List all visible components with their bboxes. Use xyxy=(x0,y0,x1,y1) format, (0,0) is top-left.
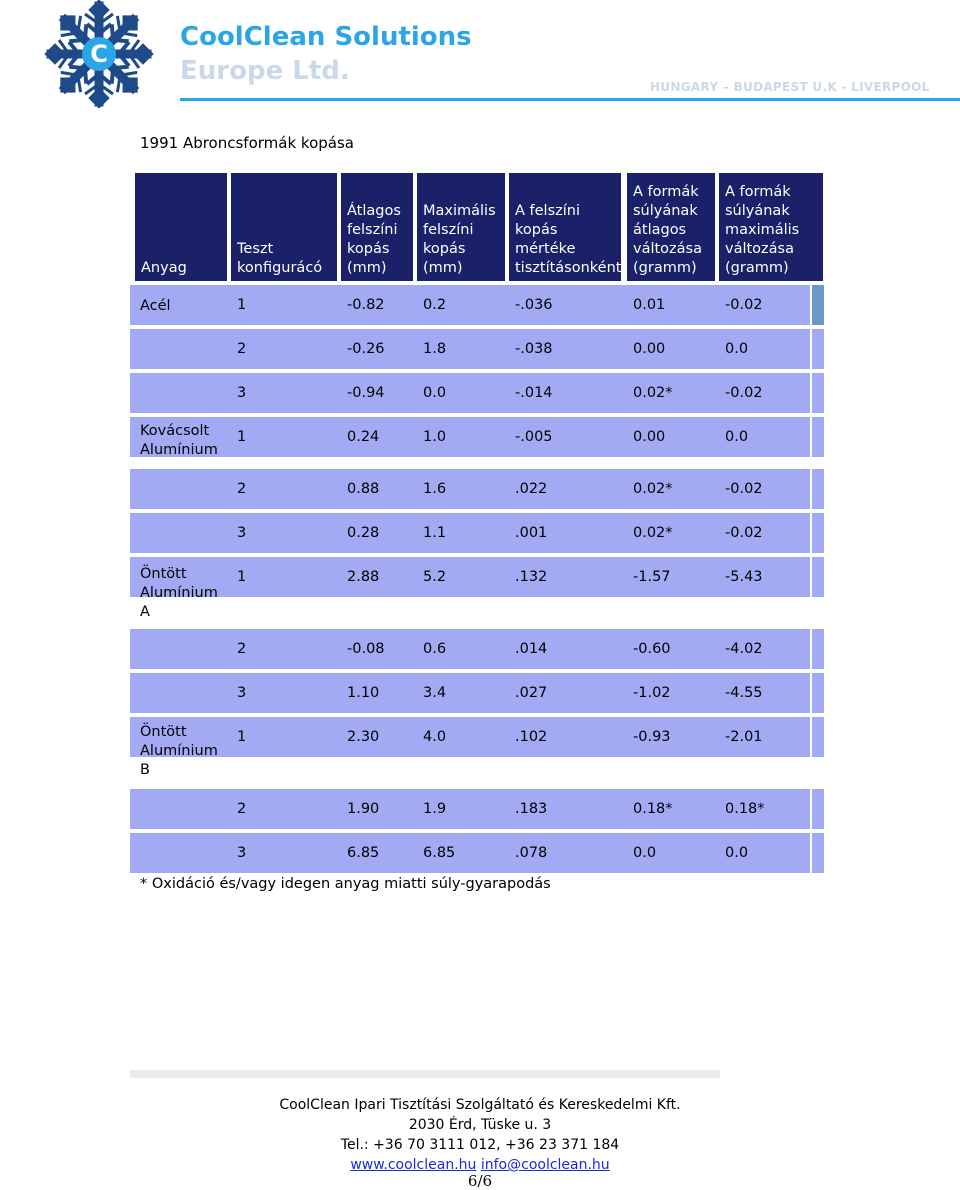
cell-avg-weight-change: 0.00 xyxy=(633,341,666,357)
cell-avg-wear: -0.94 xyxy=(347,385,385,401)
brand-line-1: CoolClean Solutions xyxy=(180,22,472,52)
cell-max-weight-change: 0.0 xyxy=(725,845,749,861)
cell-max-wear: 1.0 xyxy=(423,429,447,445)
page-number: 6/6 xyxy=(467,1172,493,1190)
cell-avg-weight-change: -0.60 xyxy=(633,641,671,657)
row-side-tab xyxy=(812,513,824,553)
cell-avg-wear: 1.90 xyxy=(347,801,380,817)
cell-max-wear: 6.85 xyxy=(423,845,456,861)
table-row xyxy=(130,513,810,553)
footer-phone: Tel.: +36 70 3111 012, +36 23 371 184 xyxy=(340,1137,620,1153)
cell-avg-weight-change: -1.57 xyxy=(633,569,671,585)
cell-wear-rate: .014 xyxy=(515,641,548,657)
cell-max-weight-change: -4.55 xyxy=(725,685,763,701)
cell-max-wear: 0.0 xyxy=(423,385,447,401)
cell-config: 3 xyxy=(237,525,247,541)
email-link[interactable]: info@coolclean.hu xyxy=(480,1157,610,1173)
table-row xyxy=(130,557,810,597)
cell-wear-rate: .183 xyxy=(515,801,548,817)
cell-avg-wear: 0.28 xyxy=(347,525,380,541)
header-atlagos-valtozas: A formák súlyának átlagos változása (gramm) xyxy=(627,173,715,281)
table-row xyxy=(130,673,810,713)
row-side-tab xyxy=(812,673,824,713)
header-maximalis-kopas: Maximális felszíni kopás (mm) xyxy=(417,173,505,281)
cell-avg-wear: 6.85 xyxy=(347,845,380,861)
header-kopas-merteke: A felszíni kopás mértéke tisztításonként xyxy=(509,173,621,281)
cell-max-weight-change: -4.02 xyxy=(725,641,763,657)
cell-avg-weight-change: 0.00 xyxy=(633,429,666,445)
logo-letter: C xyxy=(90,40,108,68)
locations-line: HUNGARY – BUDAPEST U.K - LIVERPOOL xyxy=(650,80,930,94)
row-side-tab xyxy=(812,629,824,669)
row-side-tab xyxy=(812,469,824,509)
cell-config: 3 xyxy=(237,845,247,861)
cell-avg-wear: -0.08 xyxy=(347,641,385,657)
cell-max-weight-change: -5.43 xyxy=(725,569,763,585)
cell-max-wear: 1.6 xyxy=(423,481,447,497)
row-side-tab xyxy=(812,833,824,873)
material-acel: Acél xyxy=(140,298,171,314)
material-kovacsolt-aluminium: Kovácsolt Alumínium xyxy=(140,423,218,458)
cell-config: 2 xyxy=(237,481,247,497)
website-link[interactable]: www.coolclean.hu xyxy=(350,1157,477,1173)
cell-max-wear: 1.8 xyxy=(423,341,447,357)
cell-avg-weight-change: 0.0 xyxy=(633,845,657,861)
cell-avg-weight-change: 0.01 xyxy=(633,297,666,313)
cell-avg-weight-change: 0.18* xyxy=(633,801,673,817)
cell-config: 2 xyxy=(237,641,247,657)
row-side-tab xyxy=(812,417,824,457)
cell-avg-wear: -0.82 xyxy=(347,297,385,313)
document-title: 1991 Abroncsformák kopása xyxy=(140,134,354,152)
cell-wear-rate: -.014 xyxy=(515,385,553,401)
cell-avg-wear: -0.26 xyxy=(347,341,385,357)
table-row xyxy=(130,285,810,325)
cell-max-weight-change: -0.02 xyxy=(725,385,763,401)
material-ontott-aluminium-a: Öntött Alumínium A xyxy=(140,566,218,620)
cell-wear-rate: -.038 xyxy=(515,341,553,357)
cell-config: 2 xyxy=(237,341,247,357)
cell-wear-rate: .027 xyxy=(515,685,548,701)
cell-max-weight-change: -0.02 xyxy=(725,297,763,313)
cell-max-wear: 0.2 xyxy=(423,297,447,313)
cell-avg-weight-change: 0.02* xyxy=(633,481,673,497)
row-side-tab xyxy=(812,373,824,413)
table-row xyxy=(130,833,810,873)
table-row xyxy=(130,373,810,413)
cell-avg-wear: 1.10 xyxy=(347,685,380,701)
row-side-tab xyxy=(812,557,824,597)
cell-avg-wear: 2.88 xyxy=(347,569,380,585)
cell-avg-wear: 0.88 xyxy=(347,481,380,497)
table-row xyxy=(130,469,810,509)
header-anyag: Anyag xyxy=(135,173,227,281)
row-side-tab xyxy=(812,285,824,325)
cell-max-wear: 1.9 xyxy=(423,801,447,817)
snowflake-logo-icon xyxy=(36,0,162,108)
cell-avg-weight-change: 0.02* xyxy=(633,525,673,541)
cell-wear-rate: .022 xyxy=(515,481,548,497)
cell-avg-wear: 2.30 xyxy=(347,729,380,745)
cell-max-wear: 4.0 xyxy=(423,729,447,745)
cell-avg-wear: 0.24 xyxy=(347,429,380,445)
cell-config: 1 xyxy=(237,429,247,445)
cell-max-wear: 1.1 xyxy=(423,525,447,541)
footer-company: CoolClean Ipari Tisztítási Szolgáltató és Kereskedelmi Kft. xyxy=(279,1097,681,1113)
header-teszt: Teszt konfigurácó xyxy=(231,173,337,281)
cell-max-weight-change: 0.18* xyxy=(725,801,765,817)
cell-max-weight-change: -0.02 xyxy=(725,481,763,497)
cell-config: 2 xyxy=(237,801,247,817)
cell-max-wear: 5.2 xyxy=(423,569,447,585)
cell-max-weight-change: 0.0 xyxy=(725,341,749,357)
header-maximalis-valtozas: A formák súlyának maximális változása (gramm) xyxy=(719,173,823,281)
cell-avg-weight-change: -1.02 xyxy=(633,685,671,701)
table-row xyxy=(130,629,810,669)
cell-wear-rate: .001 xyxy=(515,525,548,541)
cell-wear-rate: -.036 xyxy=(515,297,553,313)
cell-max-weight-change: -2.01 xyxy=(725,729,763,745)
cell-wear-rate: .078 xyxy=(515,845,548,861)
cell-max-weight-change: -0.02 xyxy=(725,525,763,541)
brand-line-2: Europe Ltd. xyxy=(180,56,350,86)
material-ontott-aluminium-b: Öntött Alumínium B xyxy=(140,724,218,778)
cell-config: 1 xyxy=(237,297,247,313)
footer-rule xyxy=(130,1070,720,1078)
table-row xyxy=(130,417,810,457)
table-row xyxy=(130,789,810,829)
cell-config: 3 xyxy=(237,685,247,701)
cell-avg-weight-change: -0.93 xyxy=(633,729,671,745)
table-row xyxy=(130,329,810,369)
cell-wear-rate: .132 xyxy=(515,569,548,585)
row-side-tab xyxy=(812,717,824,757)
header-rule xyxy=(180,98,960,101)
cell-wear-rate: .102 xyxy=(515,729,548,745)
cell-config: 1 xyxy=(237,729,247,745)
header-atlagos-kopas: Átlagos felszíni kopás (mm) xyxy=(341,173,413,281)
cell-max-wear: 3.4 xyxy=(423,685,447,701)
footer-address: 2030 Érd, Tüske u. 3 xyxy=(408,1117,552,1133)
cell-max-weight-change: 0.0 xyxy=(725,429,749,445)
cell-wear-rate: -.005 xyxy=(515,429,553,445)
cell-config: 3 xyxy=(237,385,247,401)
cell-avg-weight-change: 0.02* xyxy=(633,385,673,401)
row-side-tab xyxy=(812,329,824,369)
table-row xyxy=(130,717,810,757)
footnote: * Oxidáció és/vagy idegen anyag miatti súly-gyarapodás xyxy=(140,876,551,892)
cell-config: 1 xyxy=(237,569,247,585)
row-side-tab xyxy=(812,789,824,829)
cell-max-wear: 0.6 xyxy=(423,641,447,657)
